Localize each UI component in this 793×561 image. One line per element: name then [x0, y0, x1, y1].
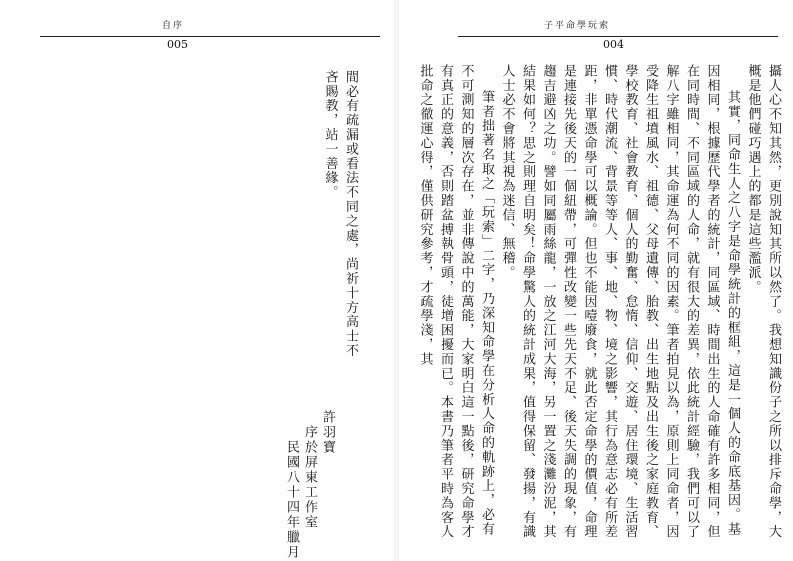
left-page — [0, 0, 395, 561]
right-header-rule — [458, 36, 778, 37]
right-running-header: 子平命學玩索 — [544, 21, 611, 31]
left-header-rule — [40, 36, 380, 37]
left-page-number: 005 — [167, 38, 188, 51]
left-body-text — [0, 70, 360, 370]
right-body-text — [415, 64, 783, 544]
signature-author: 許羽寶 — [320, 410, 335, 455]
left-paragraph: 間必有疏漏或看法不同之處，尚祈十方高士不吝賜教，站一善緣。 — [322, 70, 358, 358]
right-page — [398, 0, 793, 561]
signature-place: 序於屏東工作室 — [302, 425, 317, 530]
right-paragraph-2: 其實，同命生人之八字是命學統計的框組，這是一個人的命底基因。基因相同，根據歷代學者的統計，同區域、時間出生的人命確有許多相同，但在同時間、不同區域的人命，就有很大的差異，依此統計經驗，我們可以了解八字雖相同，其命運為何不同的因素。筆者拍見以為，原則上同命者，因受降生祖墳風水、祖德、父母遺傳、胎教、出生地點及出生後之家庭教育、學校教育、社會教育、個人的勤奮、怠惰、信仰、交遊、居住環境、生活習慣、時代潮流、背景等等人、事、地、物、境之影響，其行為意志必有所差距，非單憑命學可以概論。但也不能因噎廢食，就此否定命學的價值，命理是連接先後天的一個紐帶，可彈性改變一些先天不足、後天失調的現象，有趨吉避凶之功。譬如同屬雨絲龍，一放之江河大海，另一置之淺灘汾泥，其結果如何？思之則理自明矣！命學驚人的統計成果，值得保留、發揚，有識人士必不會將其視為迷信、無稽。 — [499, 64, 740, 540]
right-paragraph-3: 筆者拙著名取之「玩索」二字，乃深知命學在分析人命的軌跡上，必有不可測知的層次存在，並非傳說中的萬能，大家明白這一點後，研究命學才有真正的意義，否則踏盆搏執骨頭，徒增困擾而已。本書乃筆者平時為客人批命之徹運心得，僅供研究參考，才疏學淺，其 — [417, 64, 494, 540]
right-page-number: 004 — [603, 38, 624, 51]
left-running-header: 自序 — [162, 21, 185, 31]
signature-date: 民國八十四年臘月 — [284, 440, 299, 560]
right-paragraph-1: 攝人心不知其然，更別說知其所以然了。我想知識份子之所以排斥命學，大概是他們碰巧遇上的都是這些濫派。 — [745, 64, 781, 540]
